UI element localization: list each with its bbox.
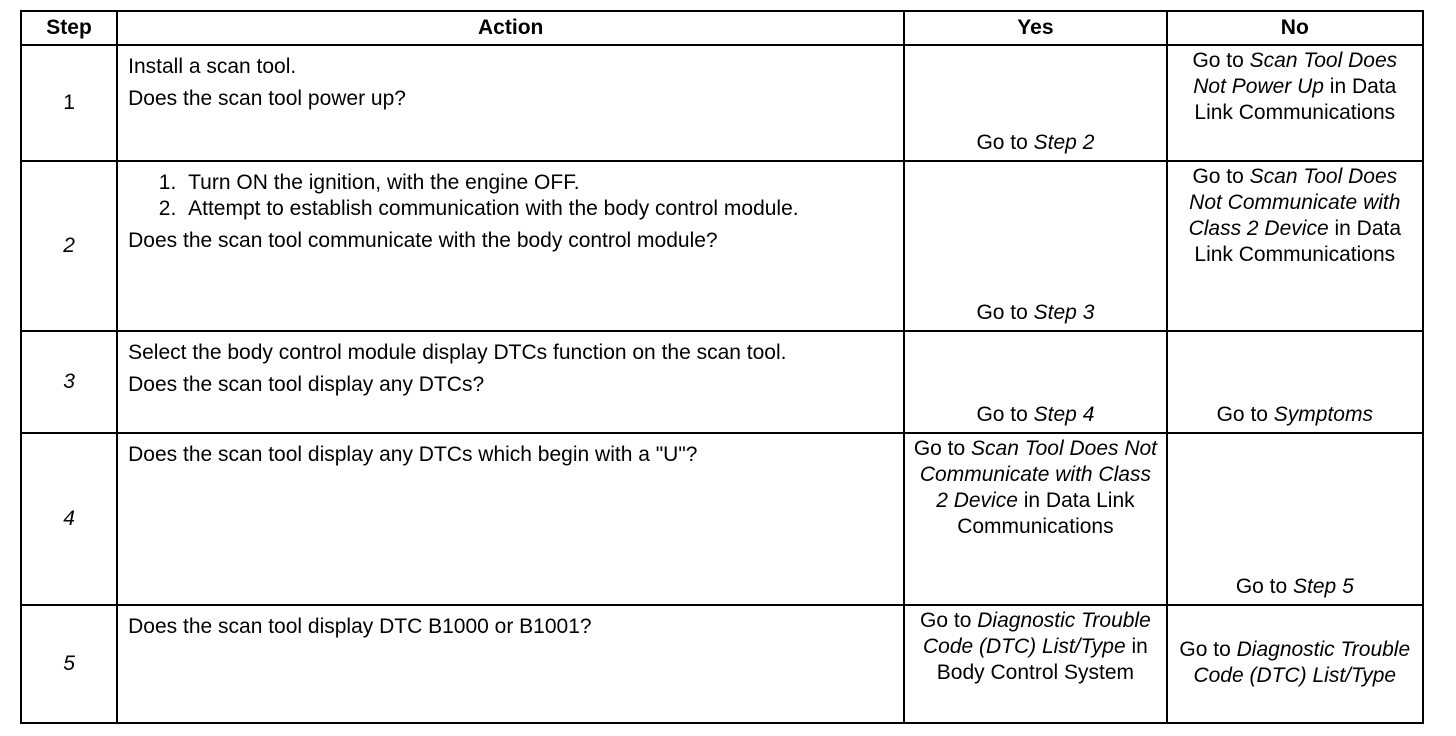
yes-reference: Scan Tool Does Not Communicate with Class 2 Device — [919, 437, 1158, 512]
yes-cell — [904, 605, 1166, 723]
step-number: 3 — [21, 331, 117, 433]
step-number: 5 — [21, 605, 117, 723]
header-action: Action — [117, 11, 904, 45]
yes-cell — [904, 331, 1166, 433]
no-reference: Scan Tool Does Not Power Up — [1193, 49, 1398, 98]
header-yes: Yes — [904, 11, 1166, 45]
yes-cell — [904, 433, 1166, 605]
no-reference: Diagnostic Trouble Code (DTC) List/Type — [1193, 638, 1411, 687]
yes-prefix: Go to — [976, 403, 1034, 426]
table-row — [21, 605, 1423, 723]
header-step: Step — [21, 11, 117, 45]
no-suffix: in Data Link Communications — [1194, 217, 1402, 266]
diagnostic-table — [20, 10, 1424, 724]
action-list — [128, 170, 893, 222]
no-prefix: Go to — [1192, 49, 1250, 72]
table-row — [21, 161, 1423, 331]
action-cell — [117, 331, 904, 433]
action-list-item: 1. Turn ON the ignition, with the engine OFF. — [182, 170, 893, 196]
yes-cell — [904, 45, 1166, 161]
header-row — [21, 11, 1423, 45]
action-cell — [117, 433, 904, 605]
header-no: No — [1167, 11, 1423, 45]
no-prefix: Go to — [1235, 575, 1294, 598]
no-cell — [1167, 605, 1423, 723]
action-cell — [117, 161, 904, 331]
no-reference: Scan Tool Does Not Communicate with Class 2 Device — [1188, 165, 1401, 240]
action-list-item: 2. Attempt to establish communication with the body control module. — [182, 196, 893, 222]
yes-reference: Step 4 — [1033, 403, 1095, 426]
action-text: Install a scan tool. — [128, 55, 297, 78]
yes-suffix: in Data Link Communications — [957, 489, 1135, 538]
action-question: Does the scan tool power up? — [128, 87, 406, 110]
no-cell — [1167, 331, 1423, 433]
action-cell — [117, 45, 904, 161]
yes-prefix: Go to — [913, 437, 972, 460]
table-row — [21, 433, 1423, 605]
table-row — [21, 331, 1423, 433]
action-question: Does the scan tool communicate with the body control module? — [128, 229, 718, 252]
action-question: Does the scan tool display DTC B1000 or B1001? — [128, 615, 592, 638]
yes-prefix: Go to — [920, 609, 978, 632]
step-number: 1 — [21, 45, 117, 161]
action-question: Does the scan tool display any DTCs? — [128, 373, 485, 396]
action-text: Select the body control module display DTCs function on the scan tool. — [128, 341, 787, 364]
yes-cell — [904, 161, 1166, 331]
yes-prefix: Go to — [976, 131, 1034, 154]
no-prefix: Go to — [1192, 165, 1250, 188]
no-cell — [1167, 45, 1423, 161]
action-cell — [117, 605, 904, 723]
table-row — [21, 45, 1423, 161]
step-number: 4 — [21, 433, 117, 605]
yes-prefix: Go to — [976, 301, 1034, 324]
step-number: 2 — [21, 161, 117, 331]
yes-reference: Step 3 — [1033, 301, 1095, 324]
action-question: Does the scan tool display any DTCs which begin with a "U"? — [128, 443, 698, 466]
yes-suffix: in Body Control System — [936, 635, 1148, 684]
no-prefix: Go to — [1179, 638, 1237, 661]
no-reference: Step 5 — [1293, 575, 1354, 598]
no-suffix: in Data Link Communications — [1194, 75, 1397, 124]
no-prefix: Go to — [1216, 403, 1274, 426]
yes-reference: Step 2 — [1033, 131, 1095, 154]
no-cell — [1167, 161, 1423, 331]
no-reference: Symptoms — [1273, 403, 1373, 426]
no-cell — [1167, 433, 1423, 605]
yes-reference: Diagnostic Trouble Code (DTC) List/Type — [922, 609, 1151, 658]
